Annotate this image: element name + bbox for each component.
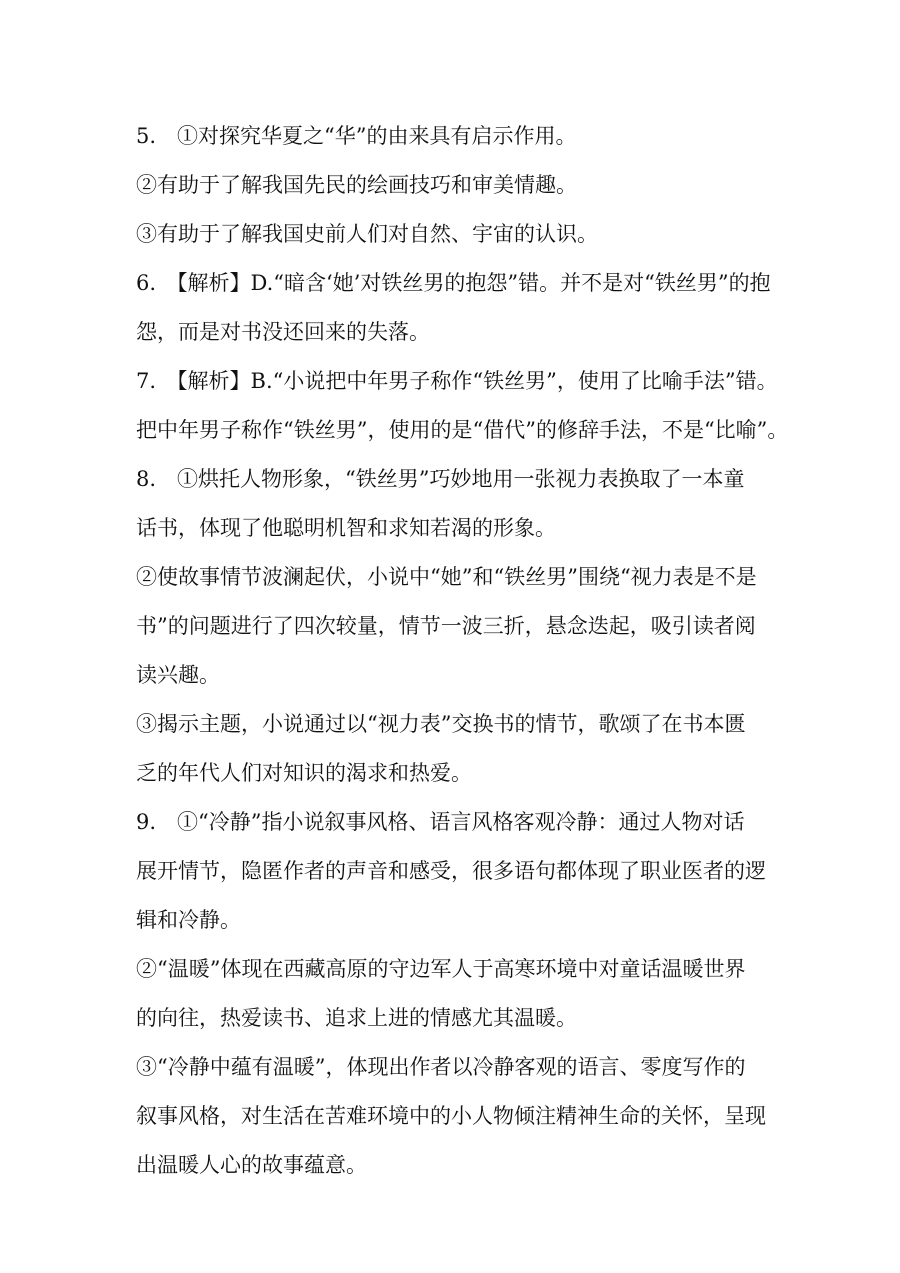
text-line: 5. ①对探究华夏之“华”的由来具有启示作用。	[136, 124, 577, 148]
text-line: 叙事风格，对生活在苦难环境中的小人物倾注精神生命的关怀，呈现	[136, 1104, 766, 1128]
text-line: 乏的年代人们对知识的渴求和热爱。	[136, 761, 472, 785]
text-line: 辑和冷静。	[136, 908, 241, 932]
text-line: 把中年男子称作“铁丝男”，使用的是“借代”的修辞手法，不是“比喻”。	[136, 418, 789, 442]
text-line: 出温暖人心的故事蕴意。	[136, 1153, 367, 1177]
text-line: ③“冷静中蕴有温暖”，体现出作者以冷静客观的语言、零度写作的	[136, 1055, 746, 1079]
text-line: 7. 【解析】B.“小说把中年男子称作“铁丝男”，使用了比喻手法”错。	[136, 369, 778, 393]
text-line: 读兴趣。	[136, 663, 220, 687]
text-line: ②有助于了解我国先民的绘画技巧和审美情趣。	[136, 173, 577, 197]
text-line: 的向往，热爱读书、追求上进的情感尤其温暖。	[136, 1006, 577, 1030]
text-line: ③有助于了解我国史前人们对自然、宇宙的认识。	[136, 222, 598, 246]
text-line: 怨，而是对书没还回来的失落。	[136, 320, 430, 344]
answer-text-body	[136, 112, 789, 1190]
text-line: ②使故事情节波澜起伏，小说中“她”和“铁丝男”围绕“视力表是不是	[136, 565, 757, 589]
text-line: 6. 【解析】D.“暗含‘她’对铁丝男的抱怨”错。并不是对“铁丝男”的抱	[136, 271, 771, 295]
text-line: 8. ①烘托人物形象，“铁丝男”巧妙地用一张视力表换取了一本童	[136, 467, 745, 491]
text-line: 9. ①“冷静”指小说叙事风格、语言风格客观冷静：通过人物对话	[136, 810, 745, 834]
text-line: 话书，体现了他聪明机智和求知若渴的形象。	[136, 516, 556, 540]
text-line: ②“温暖”体现在西藏高原的守边军人于高寒环境中对童话温暖世界	[136, 957, 746, 981]
text-line: 展开情节，隐匿作者的声音和感受，很多语句都体现了职业医者的逻	[136, 859, 766, 883]
text-line: 书”的问题进行了四次较量，情节一波三折，悬念迭起，吸引读者阅	[136, 614, 756, 638]
text-line: ③揭示主题，小说通过以“视力表”交换书的情节，歌颂了在书本匮	[136, 712, 746, 736]
